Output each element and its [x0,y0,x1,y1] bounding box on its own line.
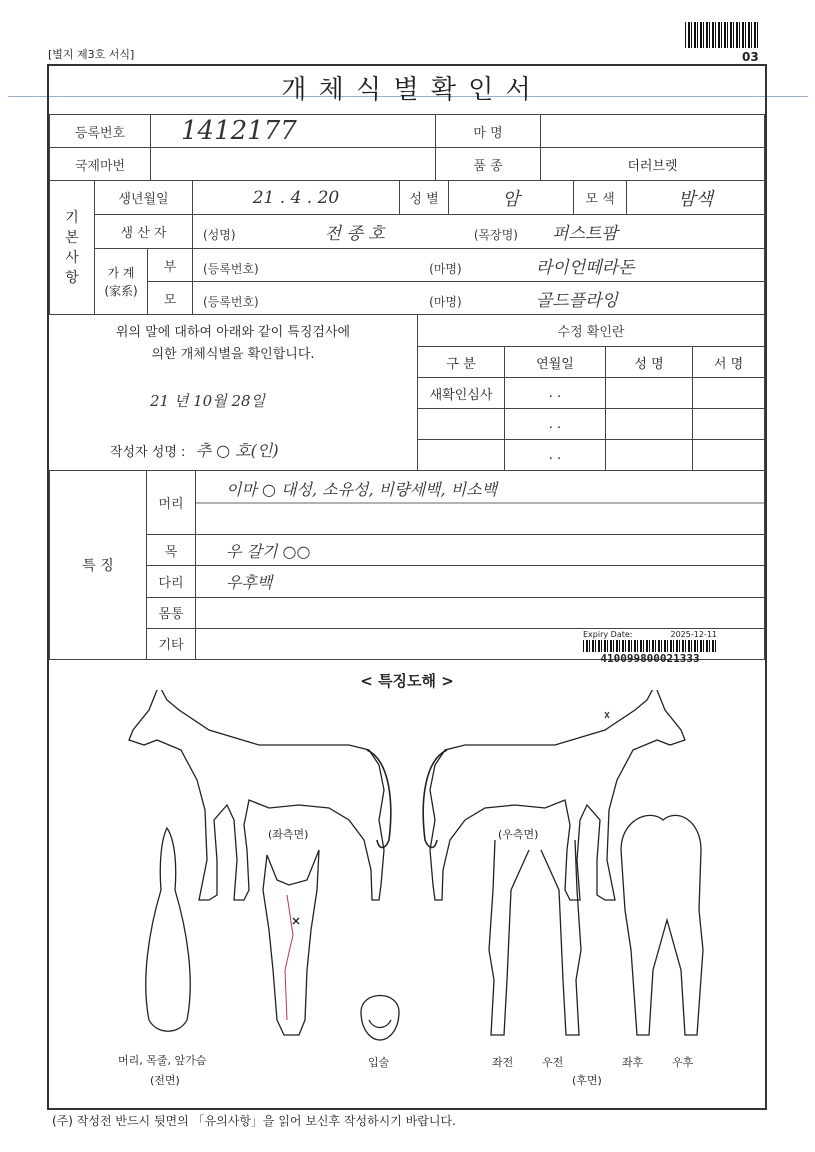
row1-sign [693,378,765,409]
identity-table [49,114,765,181]
row3-name [606,440,693,471]
legs-label: 다리 [147,566,196,597]
form-tag: [별지 제3호 서식] [48,48,135,61]
row2-sign [693,409,765,440]
right-hind-caption: 우후 [672,1056,694,1069]
sire-reg-label: (등록번호) [203,261,259,276]
sire-label: 부 [148,249,193,282]
left-side-caption: (좌측면) [268,828,309,841]
barcode-number: 410099800021333 [600,652,700,665]
breed-value: 더러브렛 [541,148,765,181]
horse-name-label: 마 명 [436,115,541,148]
sex-label: 성 별 [400,181,449,215]
basic-section-label: 기본사항 [50,181,95,315]
sex-value: 암 [449,181,574,215]
dam-cell [193,282,765,315]
row1-label: 새확인심사 [418,378,505,409]
legs-value: 우후백 [196,566,765,597]
birth-label: 생년월일 [95,181,193,215]
body-label: 몸통 [147,597,196,628]
basic-info-table [49,180,765,315]
dam-name-label: (마명) [429,294,462,309]
birth-value: 21 . 4 . 20 [193,181,400,215]
writer-label: 작성자 성명 : [110,445,186,460]
lips-view [361,996,399,1041]
row2-date: . . [505,409,606,440]
writer-row [110,438,279,461]
left-front-caption: 좌전 [492,1056,514,1069]
reg-no-label: 등록번호 [50,115,151,148]
horse-diagram [49,690,765,1102]
statement-line1: 위의 말에 대하여 아래와 같이 특징검사에 [115,325,351,340]
page-number: 03 [742,50,759,64]
col-date: 연월일 [505,347,606,378]
sire-name-value: 라이언떼라돈 [535,257,635,278]
producer-name-value: 전 종 호 [324,224,385,244]
col-name: 성 명 [606,347,693,378]
col-gubun: 구 분 [418,347,505,378]
col-sign: 서 명 [693,347,765,378]
neck-label: 목 [147,535,196,566]
expiry-value: 2025-12-11 [670,630,717,639]
diagram-title: < 특징도해 > [360,672,454,690]
left-side-horse [129,690,391,900]
horse-name-value [541,115,765,148]
confirm-date: 21 년 10월 28일 [150,392,266,410]
producer-label: 생 산 자 [95,215,193,249]
body-value [196,597,765,628]
left-hind-caption: 좌후 [622,1056,644,1069]
farm-label: (목장명) [473,228,518,242]
row2-label [418,409,505,440]
sire-name-label: (마명) [429,261,462,276]
sire-cell [193,249,765,282]
right-side-caption: (우측면) [498,828,539,841]
head-front-view [263,850,319,1035]
farm-value: 퍼스트팜 [552,224,618,244]
front-legs-view [489,840,581,1035]
page-title: 개 체 식 별 확 인 서 [281,75,533,105]
row3-label [418,440,505,471]
statement-line2: 의한 개체식별을 확인합니다. [151,347,315,362]
row1-date: . . [505,378,606,409]
other-label: 기타 [147,628,196,659]
top-barcode [685,22,760,48]
sticker-barcode [583,640,717,652]
expiry-label: Expiry Date: [583,630,633,639]
rear-caption: (후면) [572,1074,602,1087]
right-side-horse [423,690,685,900]
intl-value [151,148,436,181]
revision-table [417,314,765,471]
lips-caption: 입술 [368,1056,390,1069]
right-front-caption: 우전 [542,1056,564,1069]
lineage-label: 가 계 (家系) [95,249,148,315]
neck-value: 우 갈기 ○○ [196,535,765,566]
dam-reg-label: (등록번호) [203,294,259,309]
dam-label: 모 [148,282,193,315]
reg-no-value: 1412177 [151,115,436,148]
head-label: 머리 [147,471,196,535]
color-label: 모 색 [574,181,627,215]
producer-name-label: (성명) [203,228,236,242]
row2-name [606,409,693,440]
intl-label: 국제마번 [50,148,151,181]
features-section-label: 특 징 [50,471,147,660]
color-value: 밤색 [627,181,765,215]
revision-title: 수정 확인란 [418,315,765,347]
writer-value: 추 ○ 호(인) [195,441,279,460]
front-neck-view [146,828,190,1031]
footer-note: (주) 작성전 반드시 뒷면의 「유의사항」을 읽어 보신후 작성하시기 바랍니다. [52,1114,456,1128]
front-caption1: 머리, 목줄, 앞가슴 [118,1054,207,1067]
rear-view [621,815,703,1035]
row1-name [606,378,693,409]
dam-name-value: 골드플라잉 [535,290,618,311]
producer-cell [193,215,765,249]
row3-sign [693,440,765,471]
row3-date: . . [505,440,606,471]
confirm-statement [49,322,417,366]
breed-label: 품 종 [436,148,541,181]
head-value: 이마 ○ 대성, 소유성, 비량세백, 비소백 [196,471,765,535]
front-caption2: (전면) [150,1074,180,1087]
expiry-sticker [583,630,717,665]
